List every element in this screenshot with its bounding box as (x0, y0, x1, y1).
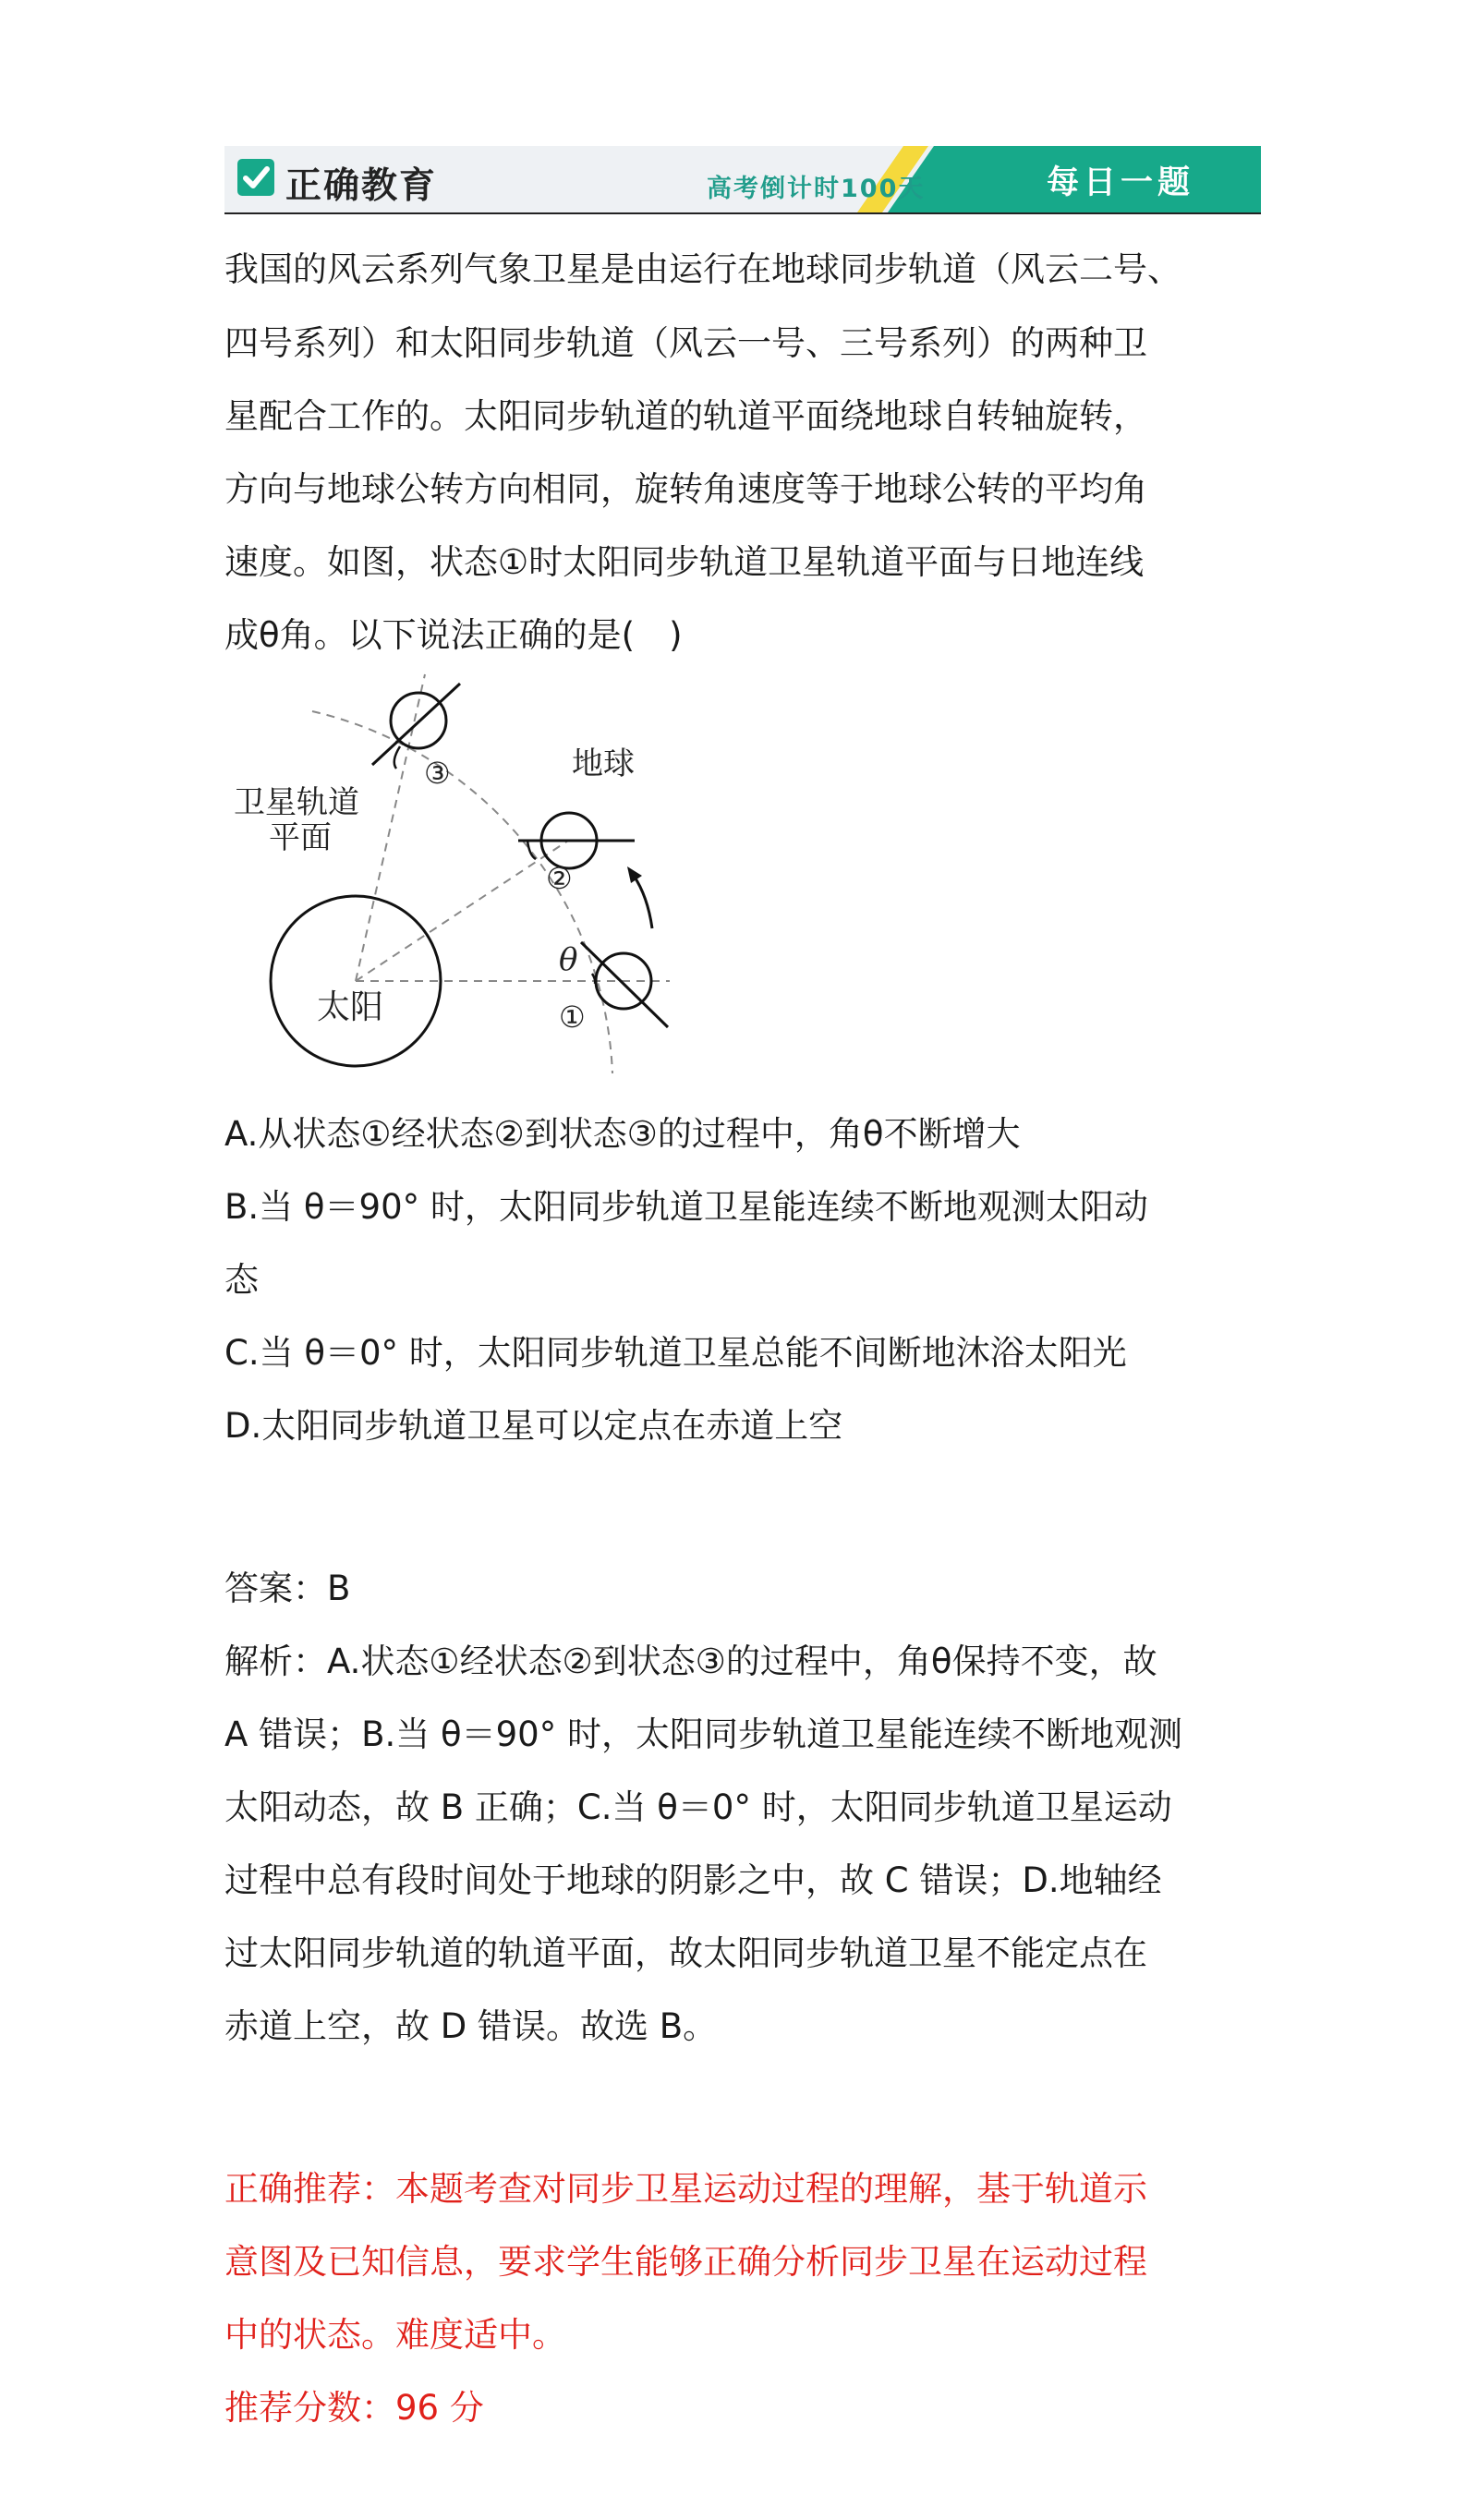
option-line: D.太阳同步轨道卫星可以定点在赤道上空 (224, 1406, 843, 1446)
header-banner (224, 146, 1261, 214)
orbit-plane-label: 平面 (269, 819, 332, 856)
state-3-label: ③ (424, 756, 451, 791)
arrow-head-icon (627, 866, 642, 883)
countdown-label: 高考倒计时100天 (707, 175, 926, 203)
question-line: 方向与地球公转方向相同，旋转角速度等于地球公转的平均角 (224, 469, 1147, 509)
sun-earth-line-2 (356, 841, 568, 981)
option-line: B.当 θ＝90° 时，太阳同步轨道卫星能连续不断地观测太阳动 (224, 1187, 1148, 1227)
theta-label: θ (559, 941, 578, 978)
rotation-arrow (634, 876, 652, 928)
orbit-plane-line-1 (581, 942, 668, 1027)
option-line: 态 (224, 1260, 259, 1300)
state-2-label: ② (546, 861, 573, 896)
recommend-line: 中的状态。难度适中。 (224, 2315, 566, 2355)
analysis-line: A 错误；B.当 θ＝90° 时，太阳同步轨道卫星能连续不断地观测 (224, 1714, 1182, 1754)
angle-arc-3 (394, 746, 400, 769)
recommend-line: 正确推荐：本题考查对同步卫星运动过程的理解，基于轨道示 (224, 2169, 1147, 2209)
question-line: 星配合工作的。太阳同步轨道的轨道平面绕地球自转轴旋转， (224, 396, 1147, 436)
question-line: 我国的风云系列气象卫星是由运行在地球同步轨道（风云二号、 (224, 249, 1181, 289)
analysis-line: 过太阳同步轨道的轨道平面，故太阳同步轨道卫星不能定点在 (224, 1933, 1147, 1973)
orbit-diagram (224, 665, 705, 1090)
recommend-line: 意图及已知信息，要求学生能够正确分析同步卫星在运动过程 (224, 2242, 1147, 2282)
question-line: 速度。如图，状态①时太阳同步轨道卫星轨道平面与日地连线 (224, 542, 1145, 582)
recommend-score: 推荐分数：96 分 (224, 2388, 484, 2428)
earth-label: 地球 (572, 745, 635, 782)
state-1-label: ① (559, 1000, 586, 1035)
analysis-line: 太阳动态，故 B 正确；C.当 θ＝0° 时，太阳同步轨道卫星运动 (224, 1787, 1172, 1827)
question-line: 成θ角。以下说法正确的是( ) (224, 615, 683, 655)
question-line: 四号系列）和太阳同步轨道（风云一号、三号系列）的两种卫 (224, 323, 1147, 363)
theta-arc (592, 974, 595, 984)
sun-label: 太阳 (317, 988, 384, 1026)
analysis-line: 赤道上空，故 D 错误。故选 B。 (224, 2006, 718, 2046)
answer-line: 答案：B (224, 1569, 351, 1608)
orbit-plane-label: 卫星轨道 (234, 784, 359, 821)
analysis-line: 解析：A.状态①经状态②到状态③的过程中，角θ保持不变，故 (224, 1642, 1157, 1681)
option-line: C.当 θ＝0° 时，太阳同步轨道卫星总能不间断地沐浴太阳光 (224, 1333, 1127, 1373)
daily-question-label: 每日一题 (1047, 164, 1195, 201)
analysis-line: 过程中总有段时间处于地球的阴影之中，故 C 错误；D.地轴经 (224, 1860, 1162, 1900)
option-line: A.从状态①经状态②到状态③的过程中，角θ不断增大 (224, 1114, 1021, 1154)
check-logo-icon (237, 159, 274, 196)
brand-name: 正确教育 (285, 165, 438, 207)
